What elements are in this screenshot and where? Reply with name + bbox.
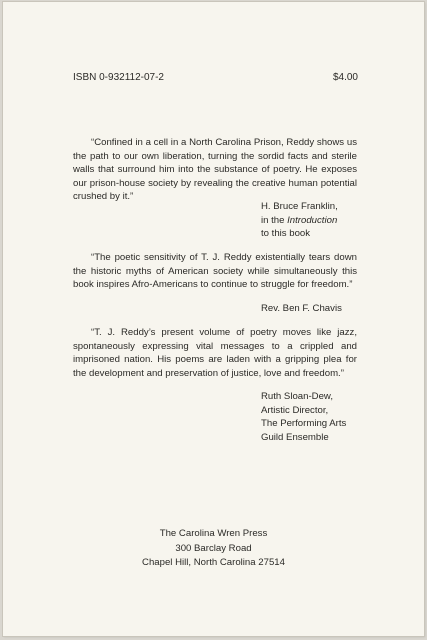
attribution-franklin [261,200,338,241]
price: $4.00 [332,72,358,83]
publisher-address: 300 Barclay Road [175,542,252,554]
quote-text: “The poetic sensitivity of T. J. Reddy existentially tears down the historic myths of American society while simultaneously this book inspires Afro-Americans to continue to struggle for freedom.” [73,252,357,290]
publisher-info [3,527,424,571]
cover-header [73,72,358,83]
publisher-city: Chapel Hill, North Carolina 27514 [142,557,285,568]
attribution-line: to this book [261,228,311,239]
attribution-chavis [261,302,342,316]
quote-text: “T. J. Reddy’s present volume of poetry moves like jazz, spontaneously expressing vital messages to a crippled and imprisoned nation. His poems are laden with a gripping plea for the development and preservation of justice, love and freedom.” [73,327,357,379]
attribution-line: Guild Ensemble [261,431,329,443]
attribution-name: Rev. Ben F. Chavis [261,303,342,314]
isbn: ISBN 0-932112-07-2 [73,72,164,83]
attribution-name: H. Bruce Franklin, [261,201,338,212]
quote-franklin [73,136,357,204]
quote-sloan-dew [73,326,357,380]
book-back-cover [3,2,424,636]
publisher-name: The Carolina Wren Press [159,528,268,539]
attribution-line: Artistic Director, [261,404,329,416]
attribution-line: The Performing Arts [261,418,347,429]
attribution-line: in the Introduction [261,214,338,226]
attribution-name: Ruth Sloan-Dew, [261,391,333,402]
attribution-sloan-dew [261,390,346,444]
quote-text: “Confined in a cell in a North Carolina Prison, Reddy shows us the path to our own liberation, turning the sordid facts and sterile walls that surround him into the substance of poetry. He exposes our prison-house society by revealing the creative human potential crushed by it.” [73,137,357,202]
quote-chavis [73,251,357,292]
